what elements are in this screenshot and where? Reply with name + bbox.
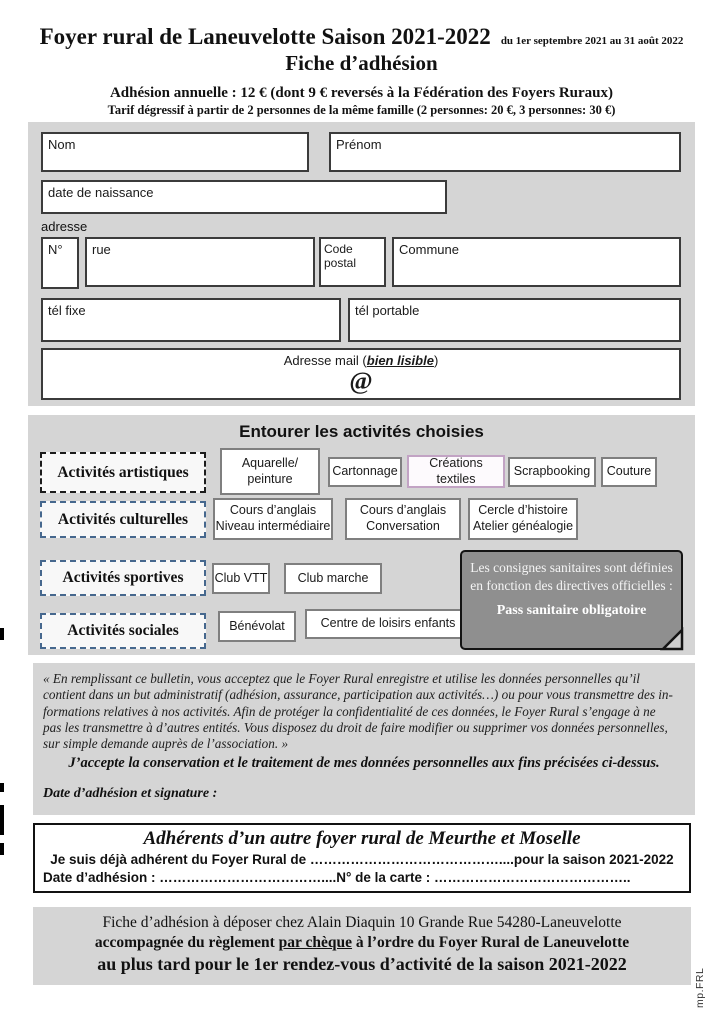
scan-artifact <box>0 843 4 855</box>
category-culturelles-label: Activités culturelles <box>57 510 189 528</box>
adresse-label: adresse <box>41 219 88 234</box>
code-postal-label: Code postal <box>324 242 357 270</box>
date-naissance-label: date de naissance <box>48 185 154 200</box>
email-label: Adresse mail (bien lisible) <box>283 353 439 368</box>
page-title <box>0 24 723 50</box>
activity-benevolat[interactable]: Bénévolat <box>218 611 296 642</box>
activities-heading: Entourer les activités choisies <box>239 422 484 441</box>
activity-couture[interactable]: Couture <box>601 457 657 487</box>
activities-section <box>28 415 695 655</box>
page-subtitle: Fiche d’adhésion <box>285 51 438 75</box>
page-title-main: Foyer rural de Laneuvelotte Saison 2021-2022 <box>39 24 491 49</box>
scan-artifact <box>0 805 4 835</box>
category-culturelles <box>40 501 206 538</box>
activity-scrapbooking[interactable]: Scrapbooking <box>508 457 596 487</box>
prenom-label: Prénom <box>336 137 382 152</box>
deposit-line2: accompagnée du règlement par chèque à l’ordre du Foyer Rural de Laneuvelotte <box>94 934 630 951</box>
numero-label: N° <box>48 242 63 257</box>
personal-info-section <box>28 122 695 406</box>
email-label-emphasis: bien lisible <box>366 353 434 368</box>
tel-portable-field[interactable] <box>348 298 681 342</box>
fee-note: Tarif dégressif à partir de 2 personnes de la même famille (2 personnes: 20 €, 3 personnes: 30 €) <box>107 103 616 117</box>
nom-field[interactable] <box>41 132 309 172</box>
other-foyer-box <box>33 823 691 893</box>
tel-fixe-field[interactable] <box>41 298 341 342</box>
activity-club-marche[interactable]: Club marche <box>284 563 382 594</box>
other-foyer-title: Adhérents d’un autre foyer rural de Meurthe et Moselle <box>143 828 581 849</box>
page-title-dates: du 1er septembre 2021 au 31 août 2022 <box>500 35 684 47</box>
code-postal-field[interactable] <box>319 237 386 287</box>
activity-cartonnage[interactable]: Cartonnage <box>328 457 402 487</box>
other-foyer-member-line[interactable]: Je suis déjà adhérent du Foyer Rural de ……………………………………....pour la saison 2021-2022 <box>50 852 674 867</box>
date-naissance-field[interactable] <box>41 180 447 214</box>
scan-artifact <box>0 783 4 792</box>
at-symbol: @ <box>349 368 373 395</box>
footer-mark: mp.FRL <box>694 967 706 1008</box>
deposit-instructions <box>33 907 691 985</box>
sanitary-notice <box>460 550 683 650</box>
category-sociales-label: Activités sociales <box>67 622 179 639</box>
tel-portable-label: tél portable <box>355 303 420 318</box>
other-foyer-date-card-line[interactable]: Date d’adhésion : ………………………………....N° de la carte : …………………………………….. <box>43 870 631 885</box>
accept-statement: J’accepte la conservation et le traitement de mes données personnelles aux fins précisées ci-dessus. <box>68 754 660 771</box>
folded-corner-icon <box>658 625 684 651</box>
activity-creations-textiles[interactable]: Créations textiles <box>407 455 505 488</box>
category-sportives <box>40 560 206 596</box>
par-cheque-underlined: par chèque <box>278 934 353 951</box>
email-field[interactable] <box>41 348 681 400</box>
rue-field[interactable] <box>85 237 315 287</box>
category-artistiques-label: Activités artistiques <box>57 463 189 481</box>
date-signature-label: Date d’adhésion et signature : <box>43 785 218 801</box>
numero-field[interactable] <box>41 237 79 289</box>
rue-label: rue <box>92 242 111 257</box>
page-header <box>0 24 723 118</box>
deposit-line1: Fiche d’adhésion à déposer chez Alain Diaquin 10 Grande Rue 54280-Laneuvelotte <box>102 914 622 931</box>
activity-anglais-intermediaire[interactable]: Cours d’anglais Niveau intermédiaire <box>213 498 333 540</box>
legal-paragraph: « En remplissant ce bulletin, vous acceptez que le Foyer Rural enregistre et utilise les données personnelles qu’il contient dans un but administratif (adhésion, assurance, participation aux activités…) ou pour vous transmettre des in- formations relatives à nos activités. Afin de protéger la confidentialité de ces données, le Foyer Rural s’engage à ne pas les transmettre à d’autres entités. Vous disposez du droit de faire modifier ou supprimer vos données personnelles, sur simple demande auprès de l’association. » <box>43 671 673 752</box>
commune-field[interactable] <box>392 237 681 287</box>
tel-fixe-label: tél fixe <box>48 303 86 318</box>
category-artistiques <box>40 452 206 493</box>
activity-aquarelle-peinture[interactable]: Aquarelle/ peinture <box>220 448 320 495</box>
category-sportives-label: Activités sportives <box>62 569 184 586</box>
sanitary-notice-text: Les consignes sanitaires sont définies en fonction des directives officielles : <box>470 560 673 593</box>
activity-anglais-conversation[interactable]: Cours d’anglais Conversation <box>345 498 461 540</box>
legal-section <box>33 663 695 815</box>
deposit-line3: au plus tard pour le 1er rendez-vous d’activité de la saison 2021-2022 <box>97 954 627 974</box>
scan-artifact <box>0 628 4 640</box>
prenom-field[interactable] <box>329 132 681 172</box>
activity-centre-loisirs[interactable]: Centre de loisirs enfants <box>305 609 471 639</box>
fee-line: Adhésion annuelle : 12 € (dont 9 € reversés à la Fédération des Foyers Ruraux) <box>109 85 614 101</box>
activity-club-vtt[interactable]: Club VTT <box>212 563 270 594</box>
nom-label: Nom <box>48 137 76 152</box>
activity-cercle-histoire[interactable]: Cercle d’histoire Atelier généalogie <box>468 498 578 540</box>
sanitary-notice-bold: Pass sanitaire obligatoire <box>496 603 647 619</box>
commune-label: Commune <box>399 242 459 257</box>
category-sociales <box>40 613 206 649</box>
